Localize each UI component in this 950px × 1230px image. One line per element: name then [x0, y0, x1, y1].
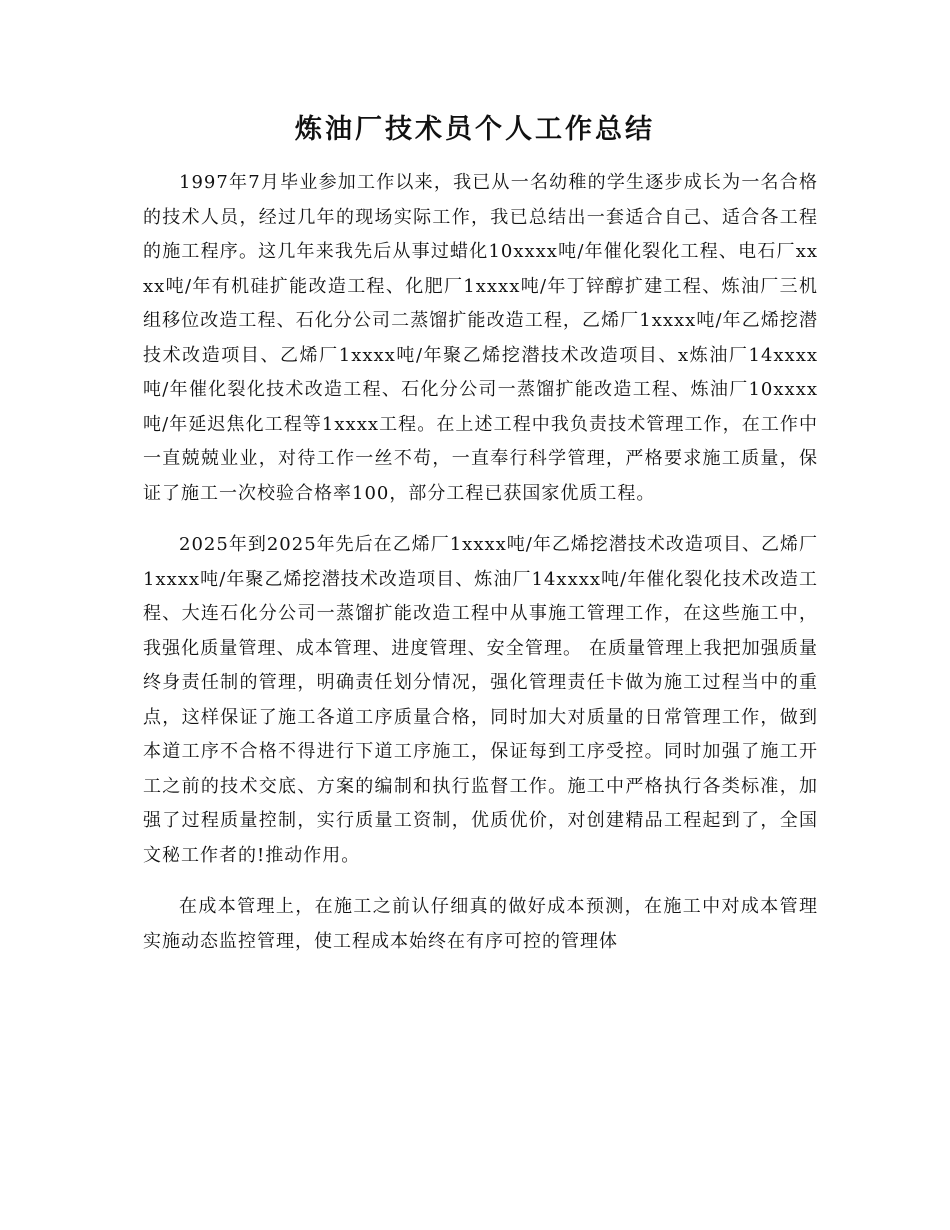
paragraph-3: 在成本管理上，在施工之前认仔细真的做好成本预测，在施工中对成本管理实施动态监控管理，使工程成本始终在有序可控的管理体: [143, 896, 818, 952]
document-title: 炼油厂技术员个人工作总结: [295, 114, 655, 145]
document-body: [143, 166, 818, 959]
paragraph-1: 1997年7月毕业参加工作以来，我已从一名幼稚的学生逐步成长为一名合格的技术人员，经过几年的现场实际工作，我已总结出一套适合自己、适合各工程的施工程序。这几年来我先后从事过蜡化10xxxx吨/年催化裂化工程、电石厂xxxx吨/年有机硅扩能改造工程、化肥厂1xxxx吨/年丁锌醇扩建工程、炼油厂三机组移位改造工程、石化分公司二蒸馏扩能改造工程，乙烯厂1xxxx吨/年乙烯挖潜技术改造项目、乙烯厂1xxxx吨/年聚乙烯挖潜技术改造项目、x炼油厂14xxxx吨/年催化裂化技术改造工程、石化分公司一蒸馏扩能改造工程、炼油厂10xxxx吨/年延迟焦化工程等1xxxx工程。在上述工程中我负责技术管理工作，在工作中一直兢兢业业，对待工作一丝不苟，一直奉行科学管理，严格要求施工质量，保证了施工一次校验合格率100，部分工程已获国家优质工程。: [143, 172, 818, 504]
paragraph-2: 2025年到2025年先后在乙烯厂1xxxx吨/年乙烯挖潜技术改造项目、乙烯厂1xxxx吨/年聚乙烯挖潜技术改造项目、炼油厂14xxxx吨/年催化裂化技术改造工程、大连石化分公司一蒸馏扩能改造工程中从事施工管理工作，在这些施工中，我强化质量管理、成本管理、进度管理、安全管理。 在质量管理上我把加强质量终身责任制的管理，明确责任划分情况，强化管理责任卡做为施工过程当中的重点，这样保证了施工各道工序质量合格，同时加大对质量的日常管理工作，做到本道工序不合格不得进行下道工序施工，保证每到工序受控。同时加强了施工开工之前的技术交底、方案的编制和执行监督工作。施工中严格执行各类标准，加强了过程质量控制，实行质量工资制，优质优价，对创建精品工程起到了，全国文秘工作者的!推动作用。: [143, 534, 818, 866]
